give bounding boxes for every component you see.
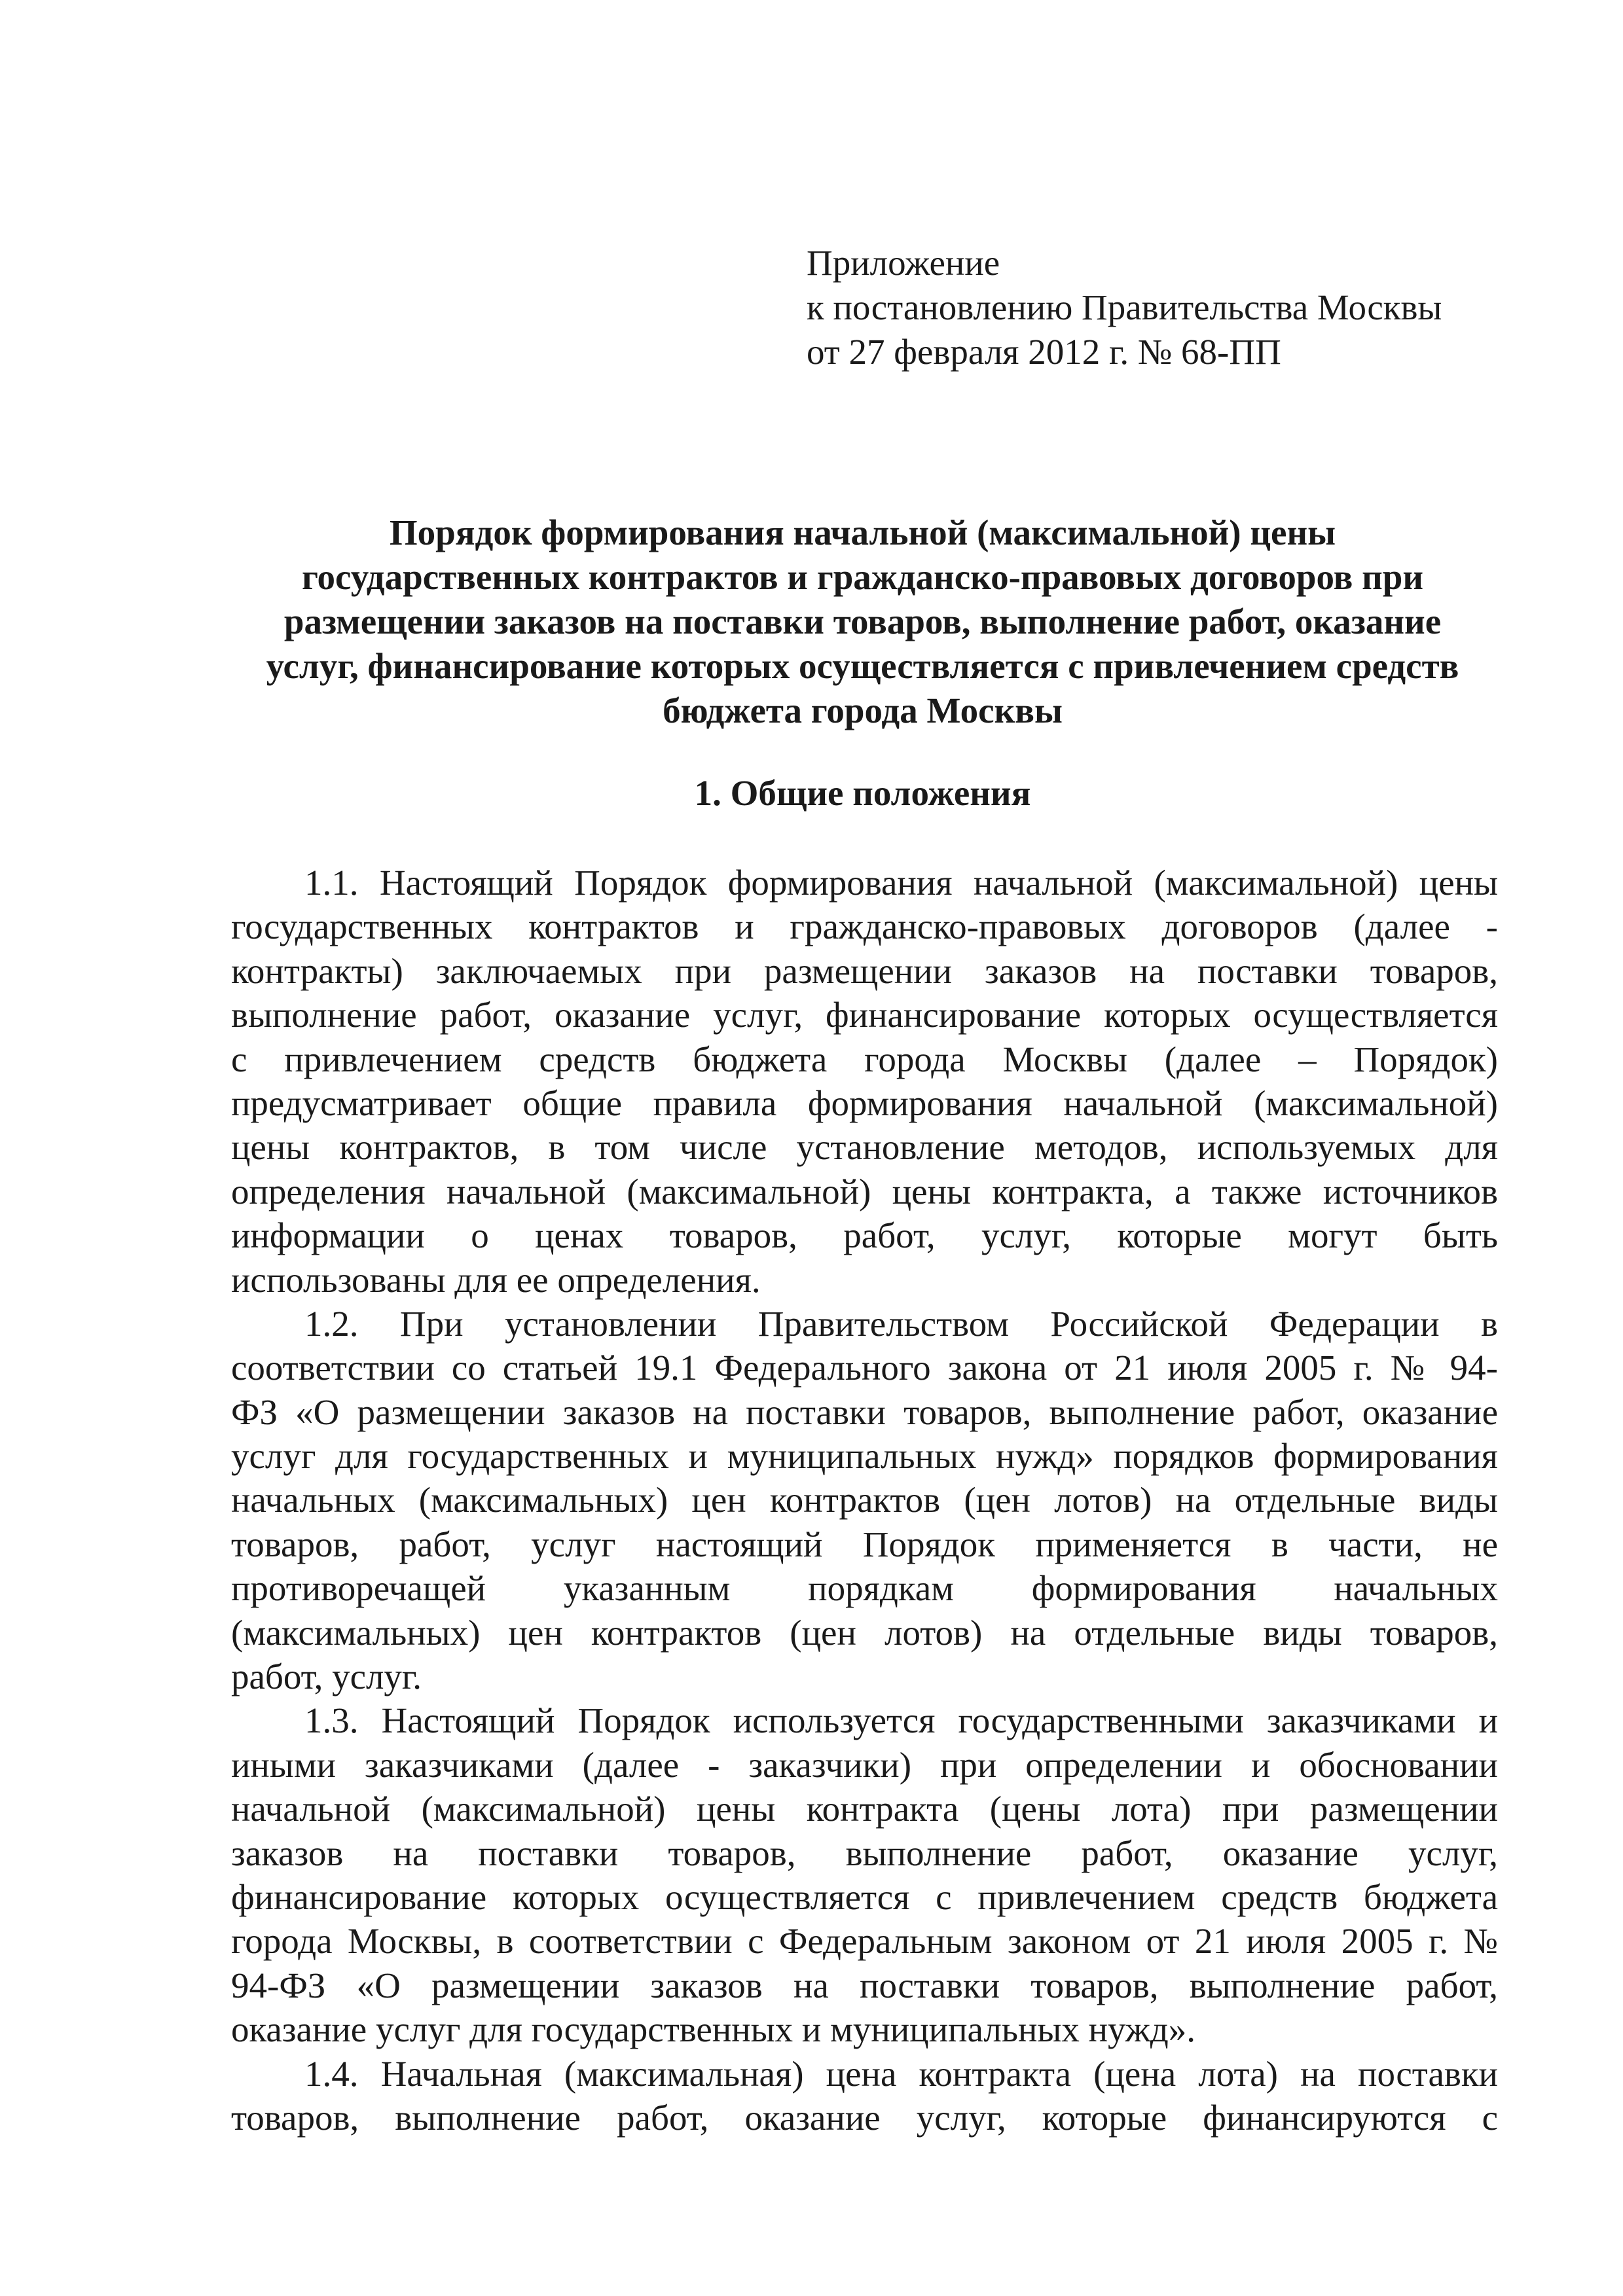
paragraph-line: 94-ФЗ «О размещении заказов на поставки товаров, выполнение работ,	[231, 1965, 1498, 2005]
appendix-line: к постановлению Правительства Москвы	[807, 287, 1442, 327]
paragraph-line: заказов на поставки товаров, выполнение работ, оказание услуг,	[231, 1833, 1498, 1873]
paragraph-line: начальной (максимальной) цены контракта (цены лота) при размещении	[231, 1789, 1498, 1829]
paragraph-line: с привлечением средств бюджета города Москвы (далее – Порядок)	[231, 1039, 1498, 1079]
title-line: бюджета города Москвы	[663, 691, 1063, 730]
paragraph-line: информации о ценах товаров, работ, услуг, которые могут быть	[231, 1215, 1498, 1256]
paragraph-1-3	[231, 1698, 1498, 2051]
paragraph-line: выполнение работ, оказание услуг, финансирование которых осуществляется	[231, 995, 1498, 1035]
paragraph-line: начальных (максимальных) цен контрактов (цен лотов) на отдельные виды	[231, 1480, 1498, 1520]
paragraph-line: работ, услуг.	[231, 1657, 422, 1697]
paragraph-line: соответствии со статьей 19.1 Федерального закона от 21 июля 2005 г. № 94-	[231, 1348, 1498, 1388]
title-line: государственных контрактов и гражданско-правовых договоров при	[301, 557, 1424, 597]
paragraph-line: финансирование которых осуществляется с привлечением средств бюджета	[231, 1876, 1498, 1917]
paragraph-line: 1.4. Начальная (максимальная) цена контракта (цена лота) на поставки	[304, 2053, 1498, 2094]
paragraph-line: предусматривает общие правила формирования начальной (максимальной)	[231, 1083, 1498, 1123]
paragraph-line: товаров, выполнение работ, оказание услуг, которые финансируются с	[231, 2097, 1498, 2138]
paragraph-line: оказание услуг для государственных и муниципальных нужд».	[231, 2009, 1196, 2050]
appendix-line: от 27 февраля 2012 г. № 68-ПП	[807, 332, 1281, 372]
paragraph-1-4	[231, 2052, 1498, 2140]
paragraph-line: государственных контрактов и гражданско-правовых договоров (далее -	[231, 906, 1498, 947]
paragraph-line: 1.2. При установлении Правительством Российской Федерации в	[304, 1303, 1498, 1344]
paragraph-line: 1.1. Настоящий Порядок формирования начальной (максимальной) цены	[304, 863, 1498, 903]
paragraph-line: (максимальных) цен контрактов (цен лотов) на отдельные виды товаров,	[231, 1612, 1498, 1653]
paragraph-line: города Москвы, в соответствии с Федеральным законом от 21 июля 2005 г. №	[231, 1921, 1498, 1962]
paragraph-1-1	[231, 861, 1498, 1302]
paragraph-line: использованы для ее определения.	[231, 1259, 761, 1300]
title-line: Порядок формирования начальной (максимальной) цены	[389, 512, 1336, 552]
section-heading: 1. Общие положения	[694, 773, 1031, 813]
title-line: размещении заказов на поставки товаров, выполнение работ, оказание	[283, 601, 1442, 641]
body-text	[231, 861, 1498, 2140]
paragraph-line: иными заказчиками (далее - заказчики) при определении и обосновании	[231, 1744, 1498, 1785]
appendix-line: Приложение	[807, 243, 1000, 283]
appendix-header	[807, 241, 1442, 374]
paragraph-line: товаров, работ, услуг настоящий Порядок применяется в части, не	[231, 1524, 1498, 1564]
paragraph-line: определения начальной (максимальной) цены контракта, а также источников	[231, 1171, 1498, 1211]
paragraph-line: противоречащей указанным порядкам формирования начальных	[231, 1568, 1498, 1609]
document-title	[226, 511, 1499, 733]
paragraph-line: ФЗ «О размещении заказов на поставки товаров, выполнение работ, оказание	[231, 1391, 1498, 1432]
paragraph-line: 1.3. Настоящий Порядок используется государственными заказчиками и	[304, 1700, 1498, 1741]
paragraph-line: контракты) заключаемых при размещении заказов на поставки товаров,	[231, 950, 1498, 991]
paragraph-1-2	[231, 1302, 1498, 1699]
title-line: услуг, финансирование которых осуществляется с привлечением средств	[266, 646, 1459, 686]
paragraph-line: услуг для государственных и муниципальных нужд» порядков формирования	[231, 1436, 1498, 1477]
paragraph-line: цены контрактов, в том числе установление методов, используемых для	[231, 1127, 1498, 1168]
